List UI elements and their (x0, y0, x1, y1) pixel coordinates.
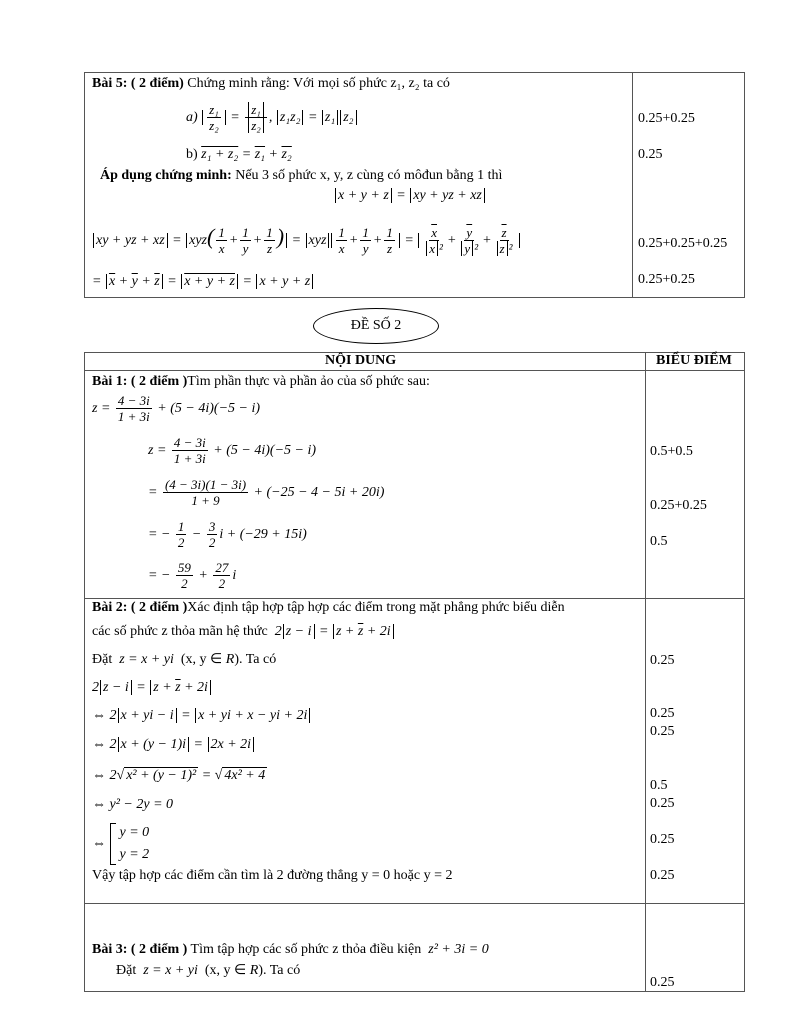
bai1-step1: z = $\frac{4 - 3i}{1 + 3i}$ + (5 − 4i)(−5 − i) (148, 435, 317, 467)
bai5-equation: x + y + z = xy + yz + xz (334, 188, 486, 204)
bai5-heading (92, 76, 450, 92)
score: 0.25 (650, 653, 675, 668)
bai1-text: Tìm phần thực và phần ảo của số phức sau: (187, 374, 430, 389)
score: 0.25 (638, 147, 663, 162)
score: 0.25+0.25 (650, 498, 707, 513)
row-divider (85, 598, 744, 599)
bai5-apply-label: Áp dụng chứng minh: (100, 168, 232, 183)
exam-title-ellipse (313, 308, 439, 344)
bai2-condition: các số phức z thỏa mãn hệ thức 2 $z - i = z + \overline{z} + 2i$ (92, 624, 395, 640)
bai2-conclusion: Vậy tập hợp các điểm cần tìm là 2 đường thẳng y = 0 hoặc y = 2 (92, 868, 453, 883)
bai3-heading: Bài 3: ( 2 điểm ) Tìm tập hợp các số phức z thỏa điều kiện z² + 3i = 0 (92, 942, 489, 957)
score: 0.25 (650, 975, 675, 990)
bai1-step2: = $\frac{(4 - 3i)(1 - 3i)}{1 + 9}$ + (−25 − 4 − 5i + 20i) (148, 477, 385, 509)
bai5-result: = $\overline{x} + \overline{y} + \overline{z} = x + y + z = x + y + z$ (92, 274, 314, 290)
bai3-dat: Đặt (116, 963, 137, 978)
bai5-text: Chứng minh rằng: Với mọi số phức z₁, z₂ ta có (183, 76, 450, 91)
score: 0.25 (650, 706, 675, 721)
bai5-a-label: a) (186, 110, 198, 125)
bai1-step3: = − $\frac{1}{2}$ − $\frac{3}{2}$ i + (−29 + 15i) (148, 519, 307, 551)
bai3-text: Tìm tập hợp các số phức z thỏa điều kiện (187, 942, 422, 957)
column-divider (645, 353, 646, 991)
bai3-taco: . Ta có (262, 963, 301, 978)
bai2-text2: các số phức z thỏa mãn hệ thức (92, 624, 268, 639)
header-divider (85, 370, 744, 371)
bai5-formula-b: b) z₁ + z₂ = z₁ + z₂ (186, 147, 292, 162)
bai2-dat: Đặt (92, 652, 113, 667)
score: 0.25 (650, 724, 675, 739)
score: 0.25+0.25 (638, 111, 695, 126)
score: 0.25 (650, 796, 675, 811)
bai1-step4: = − $\frac{59}{2}$ + $\frac{27}{2}$ i (148, 560, 237, 592)
bai2-step2: ⇔ 2 x + yi − i = x + yi + x − yi + 2i (92, 708, 311, 724)
bai1-problem: z = $\frac{4 - 3i}{1 + 3i}$ + (5 − 4i)(−5 − i) (92, 393, 261, 425)
bai2-step4: ⇔ 2√ x² + (y − 1)² = √ 4x² + 4 (92, 768, 266, 783)
score: 0.5 (650, 778, 668, 793)
bai2-step1: 2 $z - i = z + \overline{z} + 2i$ (92, 680, 212, 696)
bai5-derivation: xy + yz + xz = xyz( $\frac{1}{x}$ + $\frac{1}{y}$ + $\frac{1}{z}$ ) = xyz $\frac{1}{x}$ + $\frac{1}{y}$ + $\frac{1}{z}$ = $\frac{\overline{x}}{\text{x ²}}$ + $\frac{\overline{y}}{\text{y ²}}$ + $\frac{\overline{z}}{\text{z ²}}$ (92, 212, 521, 266)
bai3-substitution: Đặt z = x + yi (x, y ∈ R). Ta có (116, 963, 301, 978)
bai2-taco: . Ta có (238, 652, 277, 667)
bai2-label: Bài 2: ( 2 điểm ) (92, 600, 188, 615)
bai2-substitution: Đặt z = x + yi (x, y ∈ R). Ta có (92, 652, 277, 667)
bai3-label: Bài 3: ( 2 điểm ) (92, 942, 188, 957)
bai5-label: Bài 5: ( 2 điểm) (92, 76, 184, 91)
score: 0.25+0.25+0.25 (638, 236, 728, 251)
bai5-b-label: b) (186, 147, 198, 162)
row-divider (85, 903, 744, 904)
header-score: BIỂU ĐIỂM (656, 353, 732, 368)
bai5-formula-a: a) $\frac{\text{z₁}}{\text{z₂}}$ = $\frac{\text{z₁}}{\text{z₂}}$ , z₁z₂ = z₁ z₂ (186, 98, 358, 138)
score: 0.25 (650, 868, 675, 883)
score: 0.5 (650, 534, 668, 549)
exam-title: ĐỀ SỐ 2 (350, 318, 402, 333)
column-divider (632, 73, 633, 297)
header-content: NỘI DUNG (325, 353, 397, 368)
bai5-apply (100, 168, 502, 184)
bai2-text: Xác định tập hợp tập hợp các điểm trong mặt phẳng phức biểu diễn (187, 600, 565, 615)
bai2-step5: ⇔ y² − 2y = 0 (92, 797, 174, 812)
bai2-step3: ⇔ 2 x + (y − 1)i = 2x + 2i (92, 737, 255, 753)
bai5-apply-text: Nếu 3 số phức x, y, z cùng có môđun bằng 1 thì (231, 168, 503, 183)
bai2-heading (92, 600, 565, 616)
bai1-heading (92, 374, 430, 390)
score: 0.25+0.25 (638, 272, 695, 287)
score: 0.25 (650, 832, 675, 847)
bai2-step6: ⇔ y = 0 y = 2 (92, 822, 149, 866)
score: 0.5+0.5 (650, 444, 693, 459)
bai1-label: Bài 1: ( 2 điểm ) (92, 374, 188, 389)
